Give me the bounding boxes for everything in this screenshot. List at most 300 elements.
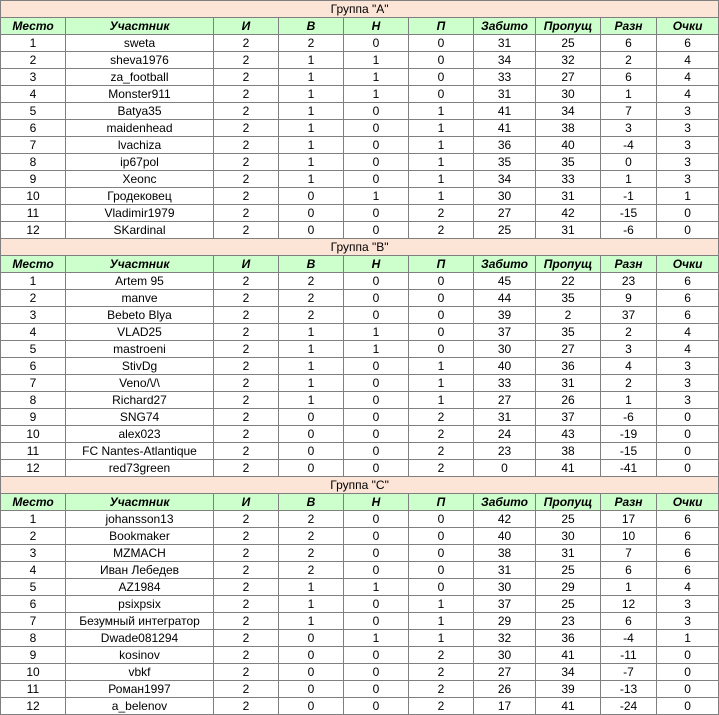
cell-participant[interactable]: johansson13 [66, 511, 214, 528]
cell-participant[interactable]: mastroeni [66, 341, 214, 358]
cell-diff[interactable]: 0 [601, 154, 657, 171]
cell-conceded[interactable]: 34 [536, 664, 601, 681]
cell-points[interactable]: 3 [657, 613, 719, 630]
cell-conceded[interactable]: 41 [536, 698, 601, 715]
cell-conceded[interactable]: 36 [536, 630, 601, 647]
cell-wins[interactable]: 2 [279, 528, 344, 545]
cell-wins[interactable]: 1 [279, 86, 344, 103]
cell-draws[interactable]: 0 [344, 681, 409, 698]
cell-wins[interactable]: 0 [279, 409, 344, 426]
cell-points[interactable]: 0 [657, 426, 719, 443]
cell-diff[interactable]: 12 [601, 596, 657, 613]
cell-games[interactable]: 2 [214, 171, 279, 188]
cell-losses[interactable]: 2 [409, 443, 474, 460]
cell-games[interactable]: 2 [214, 120, 279, 137]
cell-points[interactable]: 1 [657, 188, 719, 205]
cell-scored[interactable]: 27 [474, 664, 536, 681]
cell-diff[interactable]: -13 [601, 681, 657, 698]
cell-scored[interactable]: 41 [474, 103, 536, 120]
cell-participant[interactable]: manve [66, 290, 214, 307]
cell-draws[interactable]: 1 [344, 86, 409, 103]
header-scored[interactable]: Забито [474, 494, 536, 511]
cell-conceded[interactable]: 31 [536, 375, 601, 392]
cell-conceded[interactable]: 31 [536, 188, 601, 205]
cell-diff[interactable]: -4 [601, 630, 657, 647]
header-conceded[interactable]: Пропущ [536, 494, 601, 511]
cell-diff[interactable]: -15 [601, 205, 657, 222]
cell-wins[interactable]: 0 [279, 647, 344, 664]
cell-games[interactable]: 2 [214, 273, 279, 290]
cell-draws[interactable]: 0 [344, 375, 409, 392]
cell-draws[interactable]: 0 [344, 171, 409, 188]
cell-scored[interactable]: 31 [474, 35, 536, 52]
cell-wins[interactable]: 1 [279, 579, 344, 596]
cell-losses[interactable]: 2 [409, 664, 474, 681]
cell-conceded[interactable]: 22 [536, 273, 601, 290]
cell-losses[interactable]: 2 [409, 647, 474, 664]
cell-conceded[interactable]: 35 [536, 324, 601, 341]
cell-wins[interactable]: 1 [279, 324, 344, 341]
cell-scored[interactable]: 33 [474, 69, 536, 86]
cell-diff[interactable]: 2 [601, 52, 657, 69]
cell-wins[interactable]: 1 [279, 52, 344, 69]
cell-place[interactable]: 4 [1, 324, 66, 341]
cell-losses[interactable]: 2 [409, 681, 474, 698]
cell-points[interactable]: 6 [657, 307, 719, 324]
cell-participant[interactable]: Bookmaker [66, 528, 214, 545]
cell-participant[interactable]: Гродековец [66, 188, 214, 205]
cell-draws[interactable]: 1 [344, 324, 409, 341]
cell-participant[interactable]: sweta [66, 35, 214, 52]
cell-participant[interactable]: Veno/\/\ [66, 375, 214, 392]
cell-scored[interactable]: 34 [474, 171, 536, 188]
cell-place[interactable]: 11 [1, 205, 66, 222]
cell-wins[interactable]: 2 [279, 273, 344, 290]
cell-place[interactable]: 4 [1, 86, 66, 103]
cell-scored[interactable]: 32 [474, 630, 536, 647]
cell-wins[interactable]: 1 [279, 596, 344, 613]
cell-conceded[interactable]: 27 [536, 341, 601, 358]
cell-conceded[interactable]: 39 [536, 681, 601, 698]
cell-points[interactable]: 0 [657, 681, 719, 698]
cell-draws[interactable]: 0 [344, 137, 409, 154]
cell-losses[interactable]: 0 [409, 324, 474, 341]
cell-wins[interactable]: 1 [279, 613, 344, 630]
cell-points[interactable]: 6 [657, 528, 719, 545]
cell-losses[interactable]: 2 [409, 409, 474, 426]
cell-place[interactable]: 8 [1, 392, 66, 409]
cell-scored[interactable]: 39 [474, 307, 536, 324]
cell-losses[interactable]: 1 [409, 596, 474, 613]
cell-losses[interactable]: 1 [409, 171, 474, 188]
cell-diff[interactable]: 7 [601, 103, 657, 120]
cell-draws[interactable]: 0 [344, 35, 409, 52]
cell-place[interactable]: 11 [1, 681, 66, 698]
cell-place[interactable]: 9 [1, 171, 66, 188]
cell-diff[interactable]: 9 [601, 290, 657, 307]
cell-wins[interactable]: 0 [279, 426, 344, 443]
cell-draws[interactable]: 0 [344, 613, 409, 630]
cell-diff[interactable]: 37 [601, 307, 657, 324]
cell-conceded[interactable]: 33 [536, 171, 601, 188]
cell-losses[interactable]: 2 [409, 205, 474, 222]
cell-conceded[interactable]: 31 [536, 545, 601, 562]
cell-points[interactable]: 0 [657, 664, 719, 681]
cell-participant[interactable]: Monster911 [66, 86, 214, 103]
cell-games[interactable]: 2 [214, 409, 279, 426]
cell-losses[interactable]: 0 [409, 579, 474, 596]
cell-participant[interactable]: SNG74 [66, 409, 214, 426]
cell-games[interactable]: 2 [214, 681, 279, 698]
cell-participant[interactable]: Artem 95 [66, 273, 214, 290]
header-participant[interactable]: Участник [66, 256, 214, 273]
cell-conceded[interactable]: 37 [536, 409, 601, 426]
cell-place[interactable]: 3 [1, 307, 66, 324]
cell-diff[interactable]: 10 [601, 528, 657, 545]
cell-points[interactable]: 4 [657, 324, 719, 341]
cell-scored[interactable]: 23 [474, 443, 536, 460]
cell-draws[interactable]: 0 [344, 222, 409, 239]
cell-games[interactable]: 2 [214, 205, 279, 222]
cell-diff[interactable]: -24 [601, 698, 657, 715]
cell-points[interactable]: 3 [657, 596, 719, 613]
cell-scored[interactable]: 41 [474, 120, 536, 137]
cell-games[interactable]: 2 [214, 375, 279, 392]
cell-place[interactable]: 6 [1, 596, 66, 613]
cell-wins[interactable]: 2 [279, 290, 344, 307]
cell-games[interactable]: 2 [214, 35, 279, 52]
cell-games[interactable]: 2 [214, 341, 279, 358]
cell-points[interactable]: 3 [657, 120, 719, 137]
cell-conceded[interactable]: 43 [536, 426, 601, 443]
cell-draws[interactable]: 0 [344, 358, 409, 375]
cell-games[interactable]: 2 [214, 137, 279, 154]
cell-draws[interactable]: 1 [344, 52, 409, 69]
cell-scored[interactable]: 40 [474, 528, 536, 545]
cell-place[interactable]: 2 [1, 528, 66, 545]
cell-participant[interactable]: SKardinal [66, 222, 214, 239]
header-scored[interactable]: Забито [474, 256, 536, 273]
header-losses[interactable]: П [409, 18, 474, 35]
cell-wins[interactable]: 2 [279, 307, 344, 324]
cell-wins[interactable]: 1 [279, 171, 344, 188]
cell-diff[interactable]: 2 [601, 375, 657, 392]
cell-diff[interactable]: 4 [601, 358, 657, 375]
cell-draws[interactable]: 1 [344, 579, 409, 596]
cell-scored[interactable]: 37 [474, 596, 536, 613]
cell-participant[interactable]: vbkf [66, 664, 214, 681]
cell-place[interactable]: 5 [1, 579, 66, 596]
cell-participant[interactable]: AZ1984 [66, 579, 214, 596]
cell-draws[interactable]: 0 [344, 409, 409, 426]
cell-points[interactable]: 4 [657, 579, 719, 596]
group-title[interactable]: Группа "С" [1, 477, 719, 494]
cell-games[interactable]: 2 [214, 426, 279, 443]
cell-diff[interactable]: -11 [601, 647, 657, 664]
cell-draws[interactable]: 0 [344, 596, 409, 613]
cell-participant[interactable]: Batya35 [66, 103, 214, 120]
cell-wins[interactable]: 0 [279, 630, 344, 647]
cell-wins[interactable]: 1 [279, 341, 344, 358]
cell-losses[interactable]: 1 [409, 358, 474, 375]
cell-draws[interactable]: 0 [344, 698, 409, 715]
cell-place[interactable]: 8 [1, 630, 66, 647]
cell-losses[interactable]: 1 [409, 103, 474, 120]
cell-games[interactable]: 2 [214, 222, 279, 239]
cell-draws[interactable]: 1 [344, 188, 409, 205]
cell-diff[interactable]: 6 [601, 35, 657, 52]
cell-participant[interactable]: Bebeto Blya [66, 307, 214, 324]
cell-participant[interactable]: Xeonc [66, 171, 214, 188]
header-games[interactable]: И [214, 18, 279, 35]
cell-scored[interactable]: 27 [474, 205, 536, 222]
cell-wins[interactable]: 1 [279, 137, 344, 154]
header-diff[interactable]: Разн [601, 494, 657, 511]
cell-losses[interactable]: 0 [409, 341, 474, 358]
cell-conceded[interactable]: 30 [536, 528, 601, 545]
header-losses[interactable]: П [409, 494, 474, 511]
cell-place[interactable]: 10 [1, 426, 66, 443]
cell-games[interactable]: 2 [214, 443, 279, 460]
cell-participant[interactable]: lvachiza [66, 137, 214, 154]
cell-wins[interactable]: 2 [279, 35, 344, 52]
cell-scored[interactable]: 17 [474, 698, 536, 715]
cell-losses[interactable]: 2 [409, 460, 474, 477]
cell-scored[interactable]: 44 [474, 290, 536, 307]
cell-participant[interactable]: kosinov [66, 647, 214, 664]
cell-diff[interactable]: -6 [601, 222, 657, 239]
cell-participant[interactable]: Безумный интегратор [66, 613, 214, 630]
cell-participant[interactable]: Иван Лебедев [66, 562, 214, 579]
cell-place[interactable]: 11 [1, 443, 66, 460]
header-wins[interactable]: В [279, 18, 344, 35]
cell-conceded[interactable]: 32 [536, 52, 601, 69]
cell-scored[interactable]: 33 [474, 375, 536, 392]
cell-points[interactable]: 0 [657, 409, 719, 426]
cell-wins[interactable]: 0 [279, 188, 344, 205]
cell-points[interactable]: 6 [657, 35, 719, 52]
cell-diff[interactable]: 1 [601, 392, 657, 409]
cell-diff[interactable]: -19 [601, 426, 657, 443]
header-losses[interactable]: П [409, 256, 474, 273]
cell-points[interactable]: 1 [657, 630, 719, 647]
cell-losses[interactable]: 0 [409, 511, 474, 528]
cell-draws[interactable]: 0 [344, 664, 409, 681]
header-points[interactable]: Очки [657, 18, 719, 35]
cell-games[interactable]: 2 [214, 154, 279, 171]
header-diff[interactable]: Разн [601, 18, 657, 35]
cell-losses[interactable]: 0 [409, 307, 474, 324]
cell-participant[interactable]: VLAD25 [66, 324, 214, 341]
cell-conceded[interactable]: 36 [536, 358, 601, 375]
cell-place[interactable]: 10 [1, 188, 66, 205]
cell-conceded[interactable]: 38 [536, 120, 601, 137]
cell-diff[interactable]: 17 [601, 511, 657, 528]
cell-losses[interactable]: 1 [409, 188, 474, 205]
cell-points[interactable]: 3 [657, 375, 719, 392]
cell-draws[interactable]: 0 [344, 120, 409, 137]
cell-place[interactable]: 7 [1, 375, 66, 392]
cell-place[interactable]: 3 [1, 69, 66, 86]
cell-losses[interactable]: 0 [409, 273, 474, 290]
cell-losses[interactable]: 0 [409, 545, 474, 562]
group-title[interactable]: Группа "В" [1, 239, 719, 256]
cell-games[interactable]: 2 [214, 188, 279, 205]
cell-participant[interactable]: sheva1976 [66, 52, 214, 69]
cell-points[interactable]: 0 [657, 647, 719, 664]
cell-losses[interactable]: 1 [409, 392, 474, 409]
cell-games[interactable]: 2 [214, 324, 279, 341]
header-place[interactable]: Место [1, 256, 66, 273]
cell-scored[interactable]: 34 [474, 52, 536, 69]
cell-draws[interactable]: 1 [344, 630, 409, 647]
cell-scored[interactable]: 35 [474, 154, 536, 171]
cell-losses[interactable]: 1 [409, 137, 474, 154]
cell-points[interactable]: 3 [657, 358, 719, 375]
cell-place[interactable]: 6 [1, 358, 66, 375]
cell-diff[interactable]: -1 [601, 188, 657, 205]
cell-scored[interactable]: 42 [474, 511, 536, 528]
cell-scored[interactable]: 31 [474, 409, 536, 426]
cell-points[interactable]: 0 [657, 460, 719, 477]
cell-diff[interactable]: 6 [601, 562, 657, 579]
header-participant[interactable]: Участник [66, 18, 214, 35]
cell-diff[interactable]: 3 [601, 120, 657, 137]
header-place[interactable]: Место [1, 18, 66, 35]
cell-draws[interactable]: 0 [344, 392, 409, 409]
cell-losses[interactable]: 0 [409, 86, 474, 103]
cell-place[interactable]: 4 [1, 562, 66, 579]
cell-conceded[interactable]: 29 [536, 579, 601, 596]
cell-losses[interactable]: 0 [409, 528, 474, 545]
cell-games[interactable]: 2 [214, 545, 279, 562]
cell-games[interactable]: 2 [214, 647, 279, 664]
cell-conceded[interactable]: 35 [536, 290, 601, 307]
cell-conceded[interactable]: 30 [536, 86, 601, 103]
cell-losses[interactable]: 0 [409, 52, 474, 69]
cell-place[interactable]: 3 [1, 545, 66, 562]
header-games[interactable]: И [214, 256, 279, 273]
cell-points[interactable]: 6 [657, 562, 719, 579]
cell-draws[interactable]: 1 [344, 69, 409, 86]
cell-draws[interactable]: 0 [344, 426, 409, 443]
cell-diff[interactable]: 7 [601, 545, 657, 562]
cell-scored[interactable]: 26 [474, 681, 536, 698]
cell-place[interactable]: 5 [1, 103, 66, 120]
cell-draws[interactable]: 0 [344, 647, 409, 664]
cell-wins[interactable]: 0 [279, 205, 344, 222]
cell-losses[interactable]: 2 [409, 698, 474, 715]
cell-games[interactable]: 2 [214, 103, 279, 120]
cell-diff[interactable]: 1 [601, 579, 657, 596]
header-draws[interactable]: Н [344, 18, 409, 35]
cell-conceded[interactable]: 41 [536, 460, 601, 477]
header-draws[interactable]: Н [344, 256, 409, 273]
cell-games[interactable]: 2 [214, 511, 279, 528]
cell-place[interactable]: 12 [1, 698, 66, 715]
cell-games[interactable]: 2 [214, 307, 279, 324]
cell-place[interactable]: 1 [1, 511, 66, 528]
cell-losses[interactable]: 1 [409, 154, 474, 171]
cell-participant[interactable]: Роман1997 [66, 681, 214, 698]
cell-points[interactable]: 0 [657, 205, 719, 222]
cell-draws[interactable]: 0 [344, 545, 409, 562]
header-draws[interactable]: Н [344, 494, 409, 511]
cell-scored[interactable]: 24 [474, 426, 536, 443]
cell-diff[interactable]: -4 [601, 137, 657, 154]
cell-diff[interactable]: 6 [601, 69, 657, 86]
cell-games[interactable]: 2 [214, 630, 279, 647]
cell-conceded[interactable]: 35 [536, 154, 601, 171]
cell-wins[interactable]: 2 [279, 511, 344, 528]
cell-wins[interactable]: 1 [279, 375, 344, 392]
cell-diff[interactable]: -6 [601, 409, 657, 426]
header-conceded[interactable]: Пропущ [536, 256, 601, 273]
cell-draws[interactable]: 0 [344, 443, 409, 460]
cell-games[interactable]: 2 [214, 52, 279, 69]
cell-wins[interactable]: 0 [279, 681, 344, 698]
cell-participant[interactable]: Dwade081294 [66, 630, 214, 647]
cell-wins[interactable]: 0 [279, 222, 344, 239]
cell-place[interactable]: 1 [1, 35, 66, 52]
cell-draws[interactable]: 0 [344, 460, 409, 477]
cell-place[interactable]: 9 [1, 647, 66, 664]
cell-conceded[interactable]: 31 [536, 222, 601, 239]
cell-place[interactable]: 2 [1, 52, 66, 69]
cell-participant[interactable]: Richard27 [66, 392, 214, 409]
cell-games[interactable]: 2 [214, 358, 279, 375]
cell-draws[interactable]: 0 [344, 273, 409, 290]
group-title[interactable]: Группа "А" [1, 1, 719, 18]
cell-place[interactable]: 12 [1, 460, 66, 477]
cell-scored[interactable]: 38 [474, 545, 536, 562]
cell-conceded[interactable]: 25 [536, 562, 601, 579]
cell-participant[interactable]: alex023 [66, 426, 214, 443]
cell-diff[interactable]: 1 [601, 171, 657, 188]
cell-wins[interactable]: 1 [279, 392, 344, 409]
cell-points[interactable]: 4 [657, 86, 719, 103]
cell-games[interactable]: 2 [214, 562, 279, 579]
cell-conceded[interactable]: 27 [536, 69, 601, 86]
cell-conceded[interactable]: 42 [536, 205, 601, 222]
cell-participant[interactable]: StivDg [66, 358, 214, 375]
cell-losses[interactable]: 0 [409, 290, 474, 307]
cell-scored[interactable]: 30 [474, 188, 536, 205]
cell-points[interactable]: 6 [657, 511, 719, 528]
header-place[interactable]: Место [1, 494, 66, 511]
cell-diff[interactable]: 3 [601, 341, 657, 358]
cell-points[interactable]: 4 [657, 341, 719, 358]
cell-points[interactable]: 4 [657, 69, 719, 86]
cell-diff[interactable]: -15 [601, 443, 657, 460]
cell-conceded[interactable]: 2 [536, 307, 601, 324]
cell-games[interactable]: 2 [214, 579, 279, 596]
cell-scored[interactable]: 45 [474, 273, 536, 290]
cell-games[interactable]: 2 [214, 664, 279, 681]
cell-participant[interactable]: ip67pol [66, 154, 214, 171]
cell-losses[interactable]: 2 [409, 426, 474, 443]
cell-games[interactable]: 2 [214, 460, 279, 477]
cell-losses[interactable]: 0 [409, 35, 474, 52]
cell-conceded[interactable]: 41 [536, 647, 601, 664]
cell-conceded[interactable]: 25 [536, 35, 601, 52]
cell-participant[interactable]: red73green [66, 460, 214, 477]
cell-place[interactable]: 7 [1, 613, 66, 630]
cell-conceded[interactable]: 23 [536, 613, 601, 630]
cell-draws[interactable]: 0 [344, 103, 409, 120]
cell-wins[interactable]: 2 [279, 545, 344, 562]
cell-wins[interactable]: 2 [279, 562, 344, 579]
